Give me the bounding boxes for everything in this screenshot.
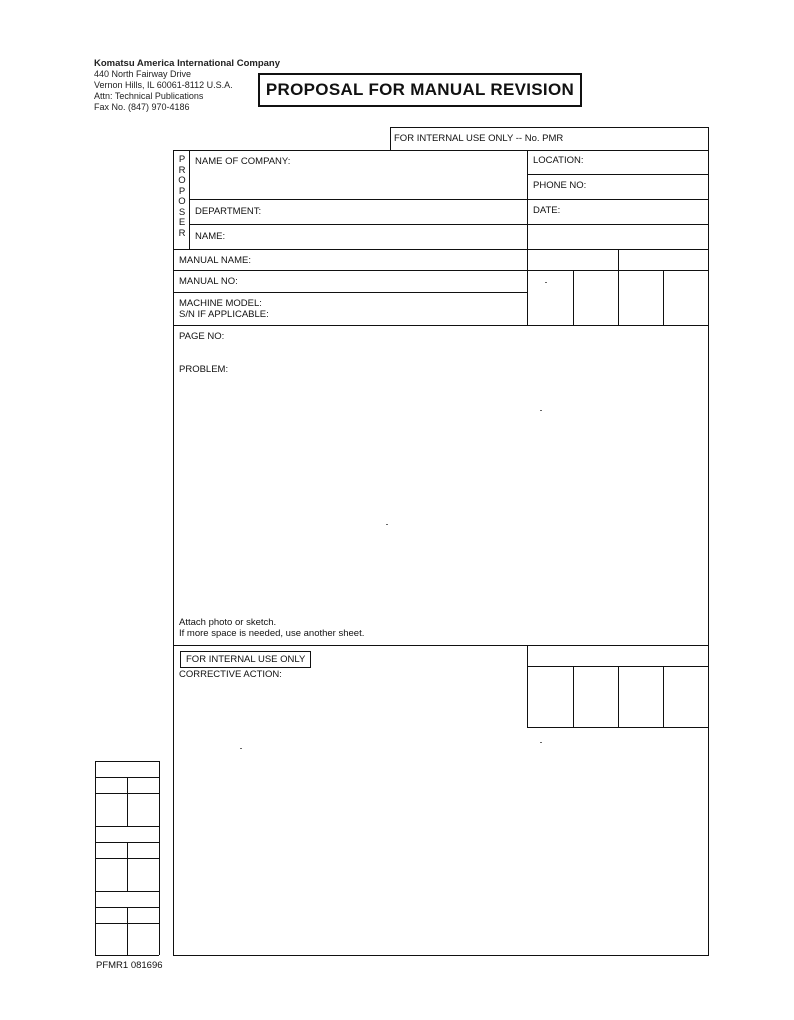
routing-grid-divider-b	[127, 842, 128, 891]
corrective-grid-divider-2	[618, 666, 619, 727]
name-row-top-line	[189, 224, 708, 225]
routing-grid-line-6	[95, 891, 159, 892]
attach-note: Attach photo or sketch. If more space is needed, use another sheet.	[179, 617, 365, 639]
proposer-vertical-label: PROPOSER	[178, 154, 186, 239]
department-field[interactable]: DEPARTMENT:	[195, 206, 262, 217]
machine-model-field[interactable]: MACHINE MODEL: S/N IF APPLICABLE:	[179, 298, 269, 320]
phone-field[interactable]: PHONE NO:	[533, 180, 587, 191]
pmr-internal-label: FOR INTERNAL USE ONLY -- No. PMR	[394, 133, 564, 144]
scan-speck	[240, 748, 242, 749]
manual-no-row-top-line	[173, 270, 708, 271]
manual-name-field[interactable]: MANUAL NAME:	[179, 255, 251, 266]
form-number: PFMR1 081696	[96, 960, 163, 971]
manual-no-field[interactable]: MANUAL NO:	[179, 276, 238, 287]
page-no-field[interactable]: PAGE NO:	[179, 331, 225, 342]
manual-grid-mid-divider	[618, 249, 619, 325]
scan-speck	[540, 742, 542, 743]
name-field[interactable]: NAME:	[195, 231, 226, 242]
address-line-1: 440 North Fairway Drive	[94, 69, 192, 79]
corrective-grid-left-border	[527, 645, 528, 727]
scan-speck	[545, 282, 547, 283]
internal-use-box: FOR INTERNAL USE ONLY	[180, 651, 311, 668]
scan-speck	[386, 524, 388, 525]
company-name: Komatsu America International Company	[94, 58, 280, 69]
corrective-grid-bottom-line	[527, 727, 708, 728]
address-line-2: Vernon Hills, IL 60061-8112 U.S.A.	[94, 80, 233, 90]
company-address-block	[94, 58, 280, 113]
problem-field[interactable]: PROBLEM:	[179, 364, 229, 375]
corrective-grid-divider-1	[573, 666, 574, 727]
pmr-row-left-border	[390, 127, 391, 150]
manual-grid-divider-3	[663, 270, 664, 325]
address-line-3: Attn: Technical Publications	[94, 91, 204, 101]
location-row-line	[527, 174, 708, 175]
problem-section-top-line	[173, 325, 708, 326]
scan-speck	[540, 410, 542, 411]
date-field[interactable]: DATE:	[533, 205, 561, 216]
machine-model-row-top-line	[173, 292, 527, 293]
pmr-row-top-border	[390, 127, 708, 128]
address-line-4: Fax No. (847) 970-4186	[94, 102, 190, 112]
routing-grid-top-border	[95, 761, 159, 762]
form-title: PROPOSAL FOR MANUAL REVISION	[258, 73, 582, 107]
form-right-border	[708, 127, 709, 955]
routing-grid-divider-a	[127, 777, 128, 826]
right-column-divider	[527, 150, 528, 325]
routing-grid-right-border	[159, 761, 160, 955]
form-bottom-border	[173, 955, 709, 956]
routing-grid-bottom-border	[95, 955, 159, 956]
corrective-action-field[interactable]: CORRECTIVE ACTION:	[179, 669, 282, 680]
routing-grid-divider-c	[127, 907, 128, 955]
name-of-company-field[interactable]: NAME OF COMPANY:	[195, 156, 291, 167]
form-top-border	[173, 150, 708, 151]
corrective-section-top-line	[173, 645, 708, 646]
department-row-top-line	[189, 199, 708, 200]
manual-name-row-top-line	[173, 249, 708, 250]
manual-grid-divider-1	[573, 270, 574, 325]
routing-grid-line-3	[95, 826, 159, 827]
location-field[interactable]: LOCATION:	[533, 155, 584, 166]
corrective-grid-divider-3	[663, 666, 664, 727]
